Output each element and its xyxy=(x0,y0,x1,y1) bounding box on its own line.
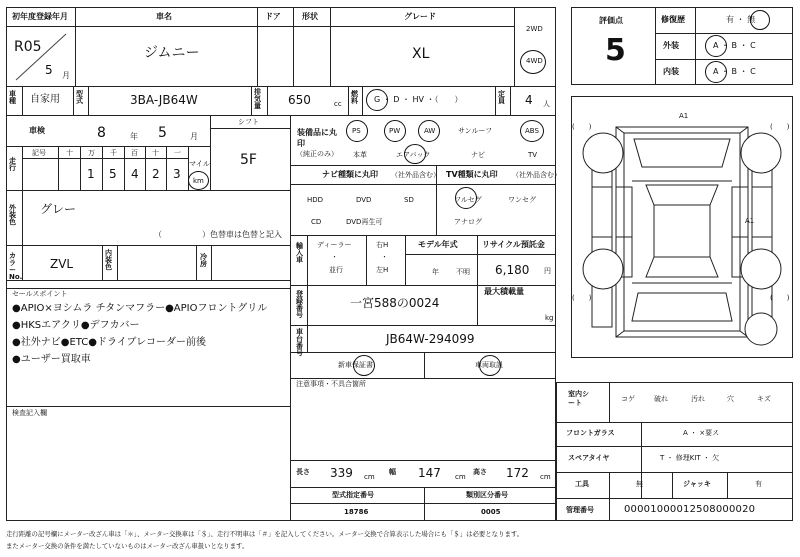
shift-label: シフト xyxy=(238,118,259,126)
notes-label: 注意事項・不具合箇所 xyxy=(296,380,366,388)
km-label: km xyxy=(193,177,204,185)
drive-4wd-circle xyxy=(520,50,546,74)
width-label: 幅 xyxy=(389,468,396,476)
displacement-value: 650 xyxy=(288,93,311,107)
equip-pw: PW xyxy=(389,127,401,135)
height-label: 高さ xyxy=(473,468,487,476)
km-circle xyxy=(188,171,209,190)
length-label: 長さ xyxy=(296,468,310,476)
diagram-paren-fr: ( ) xyxy=(770,123,790,131)
sheet-hole: 穴 xyxy=(727,395,734,403)
capacity-value: 4 xyxy=(525,93,533,107)
mileage-header-4: 百 xyxy=(131,149,138,157)
mileage-header-2: 万 xyxy=(88,149,95,157)
sales-line-4: ●ユーザー買取車 xyxy=(12,354,91,365)
fuel-options: G ・ D ・ HV ・（ ） xyxy=(374,95,463,104)
first-reg-label: 初年度登録年月 xyxy=(12,12,68,21)
equipment-label: 装備品に丸印 xyxy=(297,128,337,149)
model-year-unit: 年 xyxy=(432,268,439,276)
mile-label: マイル xyxy=(189,160,210,168)
mileage-header-6: 一 xyxy=(174,149,181,157)
exterior-grade: A ・ B ・ C xyxy=(713,41,756,50)
mileage-digit-2: 5 xyxy=(109,167,117,181)
equip-sunroof: サンルーフ xyxy=(458,127,493,135)
spare-label: スペアタイヤ xyxy=(568,454,610,462)
navi-type-sub: （社外品含む） xyxy=(391,171,440,179)
usage-label: 車種 xyxy=(9,90,16,105)
interior-color-label: 内装色 xyxy=(105,249,112,271)
sheet-burn: コゲ xyxy=(621,395,635,403)
jack-value: 有 xyxy=(755,480,762,488)
car-name: ジムニー xyxy=(144,45,200,61)
model-year-unknown: 不明 xyxy=(456,268,470,276)
repair-options: 有 ・ 無 xyxy=(726,15,756,24)
type-no-value: 18786 xyxy=(344,508,369,516)
exterior-a-circle xyxy=(705,35,727,57)
equipment-sub: （純正のみ） xyxy=(296,150,338,158)
tools-label: 工具 xyxy=(575,480,589,488)
equip-aw-circle xyxy=(418,120,440,142)
recycle-yen: 円 xyxy=(544,267,551,275)
repair-none-circle xyxy=(750,10,770,30)
sheet-dirt: 汚れ xyxy=(691,395,705,403)
repair-label: 修復歴 xyxy=(661,15,685,24)
usage-value: 自家用 xyxy=(30,94,60,105)
sales-line-2: ●HKSエアクリ●デフカバー xyxy=(12,320,140,331)
inspection-year-unit: 年 xyxy=(130,132,138,141)
type-no-label: 型式指定番号 xyxy=(332,491,374,499)
equip-abs: ABS xyxy=(525,127,539,135)
navi-hdd: HDD xyxy=(307,196,324,204)
tv-fullseg: フルセグ xyxy=(454,196,482,204)
mileage-digit-4: 2 xyxy=(152,167,160,181)
navi-type-label: ナビ種類に丸印 xyxy=(322,170,378,179)
shift-value: 5F xyxy=(240,152,257,168)
registration-label: 登録番号 xyxy=(296,290,303,319)
exterior-color-label: 外装色 xyxy=(9,204,16,226)
fuel-g-circle xyxy=(366,89,388,111)
width-cm: cm xyxy=(455,473,466,481)
import-parallel: 並行 xyxy=(329,266,343,274)
import-left-h: 左H xyxy=(376,266,389,274)
tv-analog: アナログ xyxy=(454,218,482,226)
windshield-value: A ・ ×要ス xyxy=(683,429,720,437)
sales-line-3: ●社外ナビ●ETC●ドライブレコーダー前後 xyxy=(12,337,206,348)
tv-type-sub: （社外品含む） xyxy=(512,171,561,179)
mileage-header-1: 十 xyxy=(66,149,73,157)
inspection-month-unit: 月 xyxy=(190,132,198,141)
car-damage-diagram xyxy=(572,97,792,357)
equip-aw: AW xyxy=(424,127,436,135)
shape-label: 形状 xyxy=(302,12,318,21)
max-load-label: 最大積載量 xyxy=(484,287,524,296)
footer-line-1: 走行距離の記号欄にメーター改ざん車は「＊」、メーター交換車は「＄」、走行不明車は「＃」を記入してください。メーター交換で合算表示した場合にも「＄」は必要となります。 xyxy=(6,530,524,538)
model-year-label: モデル年式 xyxy=(418,240,458,249)
equip-airbag: エアバック xyxy=(396,151,431,159)
model-label: 型式 xyxy=(76,90,83,105)
diagram-a1-top: A1 xyxy=(679,112,689,120)
navi-sd: SD xyxy=(404,196,414,204)
import-dealer: ディーラー xyxy=(317,241,352,249)
chassis-label: 車台番号 xyxy=(296,328,303,357)
door-label: ドア xyxy=(265,12,281,21)
mileage-label: 走行 xyxy=(9,157,16,172)
diagram-a1-side: A1 xyxy=(745,217,755,225)
score-label: 評価点 xyxy=(599,16,623,25)
sheet-tear: 破れ xyxy=(654,395,668,403)
length-value: 339 xyxy=(330,466,353,480)
length-cm: cm xyxy=(364,473,375,481)
car-name-label: 車名 xyxy=(156,12,172,21)
import-dot-1: ・ xyxy=(331,253,338,261)
mileage-digit-1: 1 xyxy=(87,167,95,181)
equip-tv: TV xyxy=(528,151,538,159)
main-form xyxy=(6,7,556,521)
inspector-label: 検査記入欄 xyxy=(12,409,47,417)
jack-label: ジャッキ xyxy=(683,480,711,488)
interior-label: 内装 xyxy=(663,67,679,76)
mgmt-value: 0000100001250800002​0 xyxy=(624,504,756,515)
equip-ps: PS xyxy=(352,127,361,135)
equip-airbag-circle xyxy=(404,144,426,164)
mileage-header-3: 千 xyxy=(110,149,117,157)
person-unit: 人 xyxy=(543,100,550,108)
interior-sheet-label: 室内シート xyxy=(568,390,589,408)
class-no-value: 0005 xyxy=(481,508,501,516)
registration-value: 一宮588の0024 xyxy=(350,296,440,310)
grade-value: XL xyxy=(412,46,430,62)
warranty-circle xyxy=(353,355,375,376)
mileage-digit-5: 3 xyxy=(173,167,181,181)
displacement-label: 排気量 xyxy=(254,88,261,110)
diagram-paren-rr: ( ) xyxy=(770,294,790,302)
manual-circle xyxy=(479,355,501,376)
navi-dvd: DVD xyxy=(356,196,372,204)
equip-leather: 本革 xyxy=(353,151,367,159)
import-dot-2: ・ xyxy=(381,253,388,261)
sales-points-label: セールスポイント xyxy=(12,290,68,298)
equip-navi: ナビ xyxy=(471,151,485,159)
recycle-value: 6,180 xyxy=(495,263,530,277)
mgmt-label: 管理番号 xyxy=(566,506,594,514)
spare-value: T ・ 修理KIT ・ 欠 xyxy=(660,454,720,462)
first-reg-year: R05 xyxy=(14,39,42,55)
recycle-label: リサイクル預託金 xyxy=(482,240,545,249)
warranty-label: 新車保証書 xyxy=(338,361,373,369)
fuel-label: 燃料 xyxy=(351,90,358,105)
diagram-paren-fl: ( ) xyxy=(572,123,592,131)
cooler-label: 冷房 xyxy=(200,253,207,268)
drive-2wd: 2WD xyxy=(526,25,543,33)
diagram-paren-rl: ( ) xyxy=(572,294,592,302)
cc-unit: cc xyxy=(334,100,342,108)
model-value: 3BA-JB64W xyxy=(130,93,198,107)
class-no-label: 類別区分番号 xyxy=(466,491,508,499)
first-reg-month: 5 xyxy=(45,63,53,77)
mileage-header-5: 十 xyxy=(152,149,159,157)
equip-pw-circle xyxy=(384,120,406,142)
grade-label: グレード xyxy=(404,12,436,21)
exterior-color-value: グレー xyxy=(40,202,77,216)
chassis-value: JB64W-294099 xyxy=(386,332,475,346)
drive-4wd: 4WD xyxy=(526,57,543,65)
mileage-digit-3: 4 xyxy=(131,167,139,181)
sheet-scratch: キズ xyxy=(757,395,771,403)
windshield-label: フロントガラス xyxy=(566,429,615,437)
tools-value: 無 xyxy=(636,480,643,488)
tv-fullseg-circle xyxy=(455,187,477,209)
sales-line-1: ●APIO×ヨシムラ チタンマフラー●APIOフロントグリル xyxy=(12,303,268,314)
inspection-year: 8 xyxy=(97,125,106,141)
import-right-h: 右H xyxy=(376,241,389,249)
inspection-month: 5 xyxy=(158,125,167,141)
height-cm: cm xyxy=(540,473,551,481)
max-load-kg: kg xyxy=(545,314,554,322)
height-value: 172 xyxy=(506,466,529,480)
inspection-label: 車検 xyxy=(29,126,45,135)
manual-label: 車両取説 xyxy=(475,361,503,369)
interior-grade: A ・ B ・ C xyxy=(713,67,756,76)
color-no-value: ZVL xyxy=(50,257,74,271)
footer-line-2: またメーター交換の条件を満たしていないものはメーター改ざん車扱いとなります。 xyxy=(6,542,249,550)
color-no-label: カラーNo. xyxy=(9,252,23,281)
equip-abs-circle xyxy=(520,120,544,142)
width-value: 147 xyxy=(418,466,441,480)
navi-dvd-play: DVD再生可 xyxy=(346,218,383,226)
tv-oneseg: ワンセグ xyxy=(508,196,536,204)
import-label: 輸入車 xyxy=(296,242,303,264)
equip-ps-circle xyxy=(346,120,368,142)
month-unit: 月 xyxy=(62,71,70,80)
capacity-label: 定員 xyxy=(498,90,505,105)
score-value: 5 xyxy=(605,33,626,68)
interior-a-circle xyxy=(705,61,727,83)
navi-cd: CD xyxy=(311,218,322,226)
repaint-note: （ ）色替車は色替と記入 xyxy=(154,230,282,239)
mileage-header-0: 記号 xyxy=(32,149,46,157)
exterior-label: 外装 xyxy=(663,41,679,50)
tv-type-label: TV種類に丸印 xyxy=(446,170,498,179)
